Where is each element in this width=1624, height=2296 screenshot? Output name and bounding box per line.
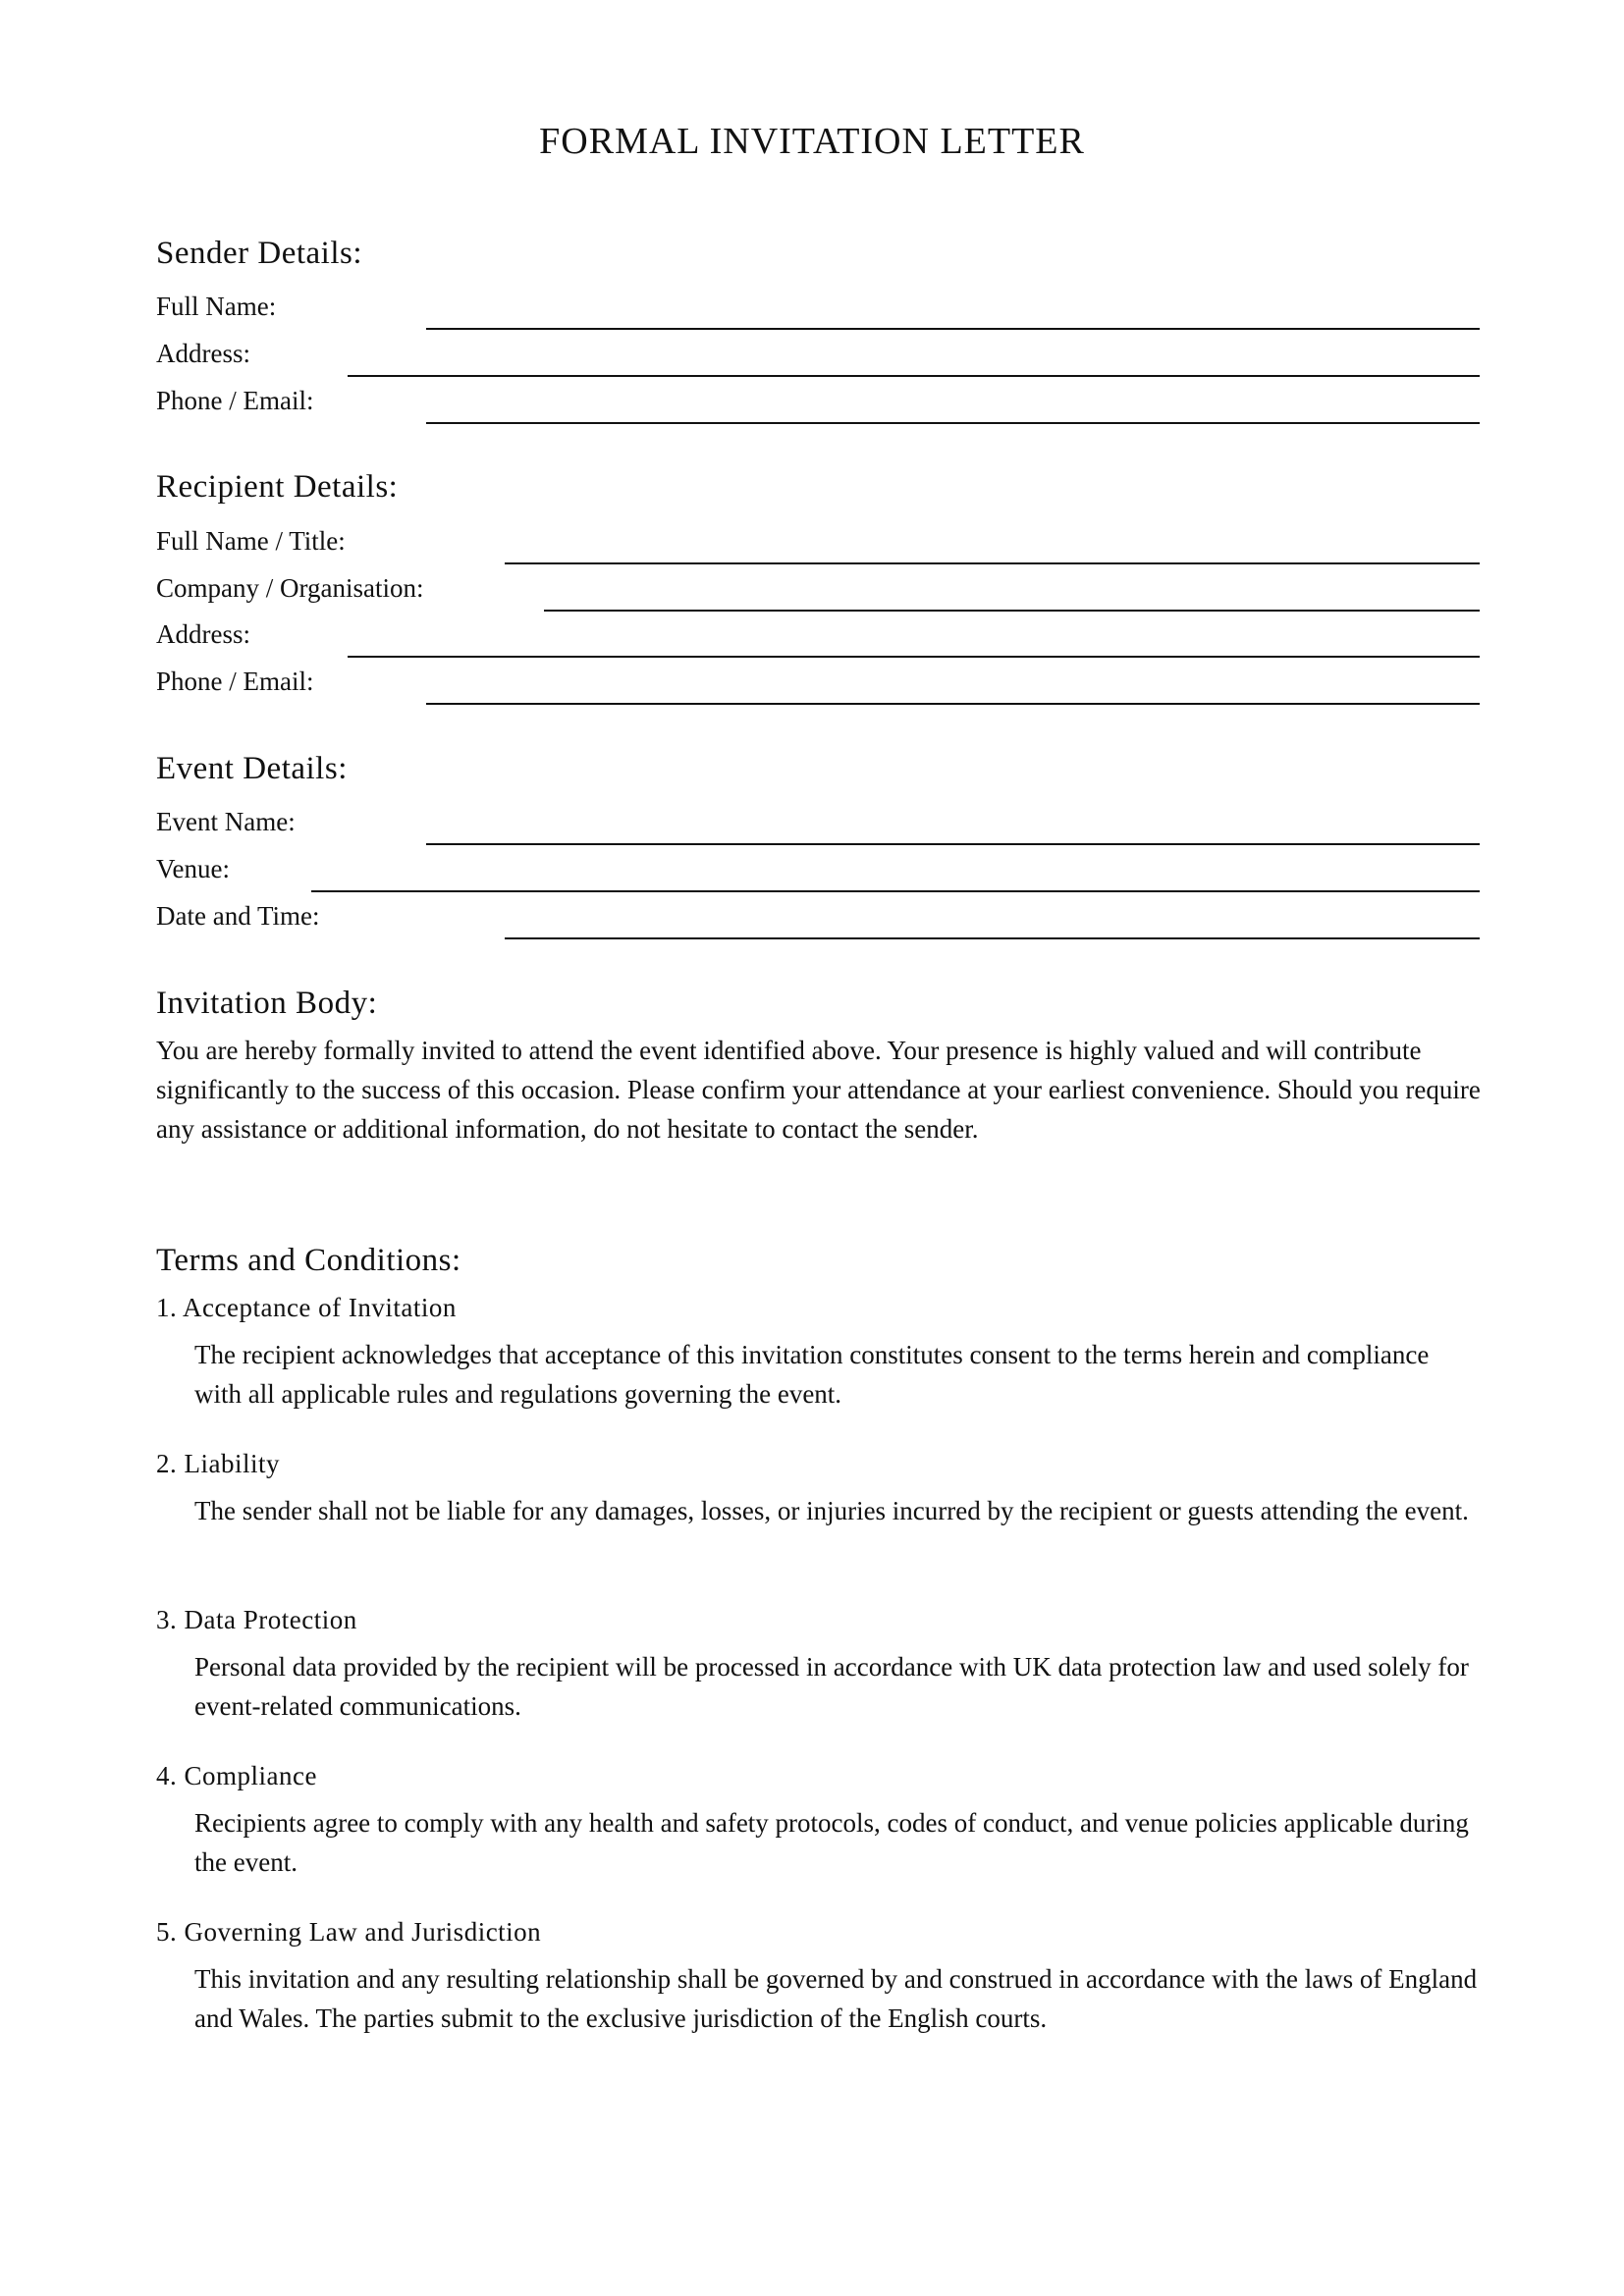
term-body: Personal data provided by the recipient will be processed in accordance with UK data protection law and used solely for event-related communications. [194,1652,1469,1721]
recipient-company-row [156,561,1480,606]
event-venue-row [156,841,1480,886]
term-body: This invitation and any resulting relationship shall be governed by and construed in accordance with the laws of England and Wales. The parties submit to the exclusive jurisdiction of the English courts. [194,1964,1478,2033]
sender-phone-email-field[interactable] [426,422,1480,424]
recipient-phone-email-row [156,654,1480,699]
field-label: Event Name: [156,807,296,836]
recipient-heading: Recipient Details: [156,469,399,505]
term-title: 2. Liability [156,1449,280,1478]
field-label: Address: [156,619,250,649]
field-label: Date and Time: [156,901,320,931]
invitation-body: You are hereby formally invited to attend the event identified above. Your presence is highly valued and will contribute significantly to the success of this occasion. Please confirm your attendance at your earliest convenience. Should you require any assistance or additional information, do not hesitate to contact the sender. [156,1036,1481,1144]
field-label: Address: [156,339,250,368]
sender-address-row [156,326,1480,371]
term-title: 4. Compliance [156,1761,317,1790]
terms-heading: Terms and Conditions: [156,1243,461,1278]
field-label: Phone / Email: [156,667,314,696]
event-name-row [156,794,1480,839]
event-date-time-field[interactable] [505,937,1480,939]
term-body: Recipients agree to comply with any health and safety protocols, codes of conduct, and venue policies applicable during the event. [194,1808,1469,1877]
recipient-address-row [156,607,1480,652]
term-title: 1. Acceptance of Invitation [156,1293,457,1322]
field-label: Company / Organisation: [156,573,424,603]
field-label: Full Name / Title: [156,526,346,556]
page-title: FORMAL INVITATION LETTER [539,121,1085,162]
field-label: Venue: [156,854,230,883]
invitation-heading: Invitation Body: [156,986,378,1021]
term-body: The recipient acknowledges that acceptance of this invitation constitutes consent to the terms herein and compliance with all applicable rules and regulations governing the event. [194,1340,1430,1409]
sender-full-name-row [156,279,1480,324]
term-body: The sender shall not be liable for any damages, losses, or injuries incurred by the recipient or guests attending the event. [194,1496,1469,1525]
sender-phone-email-row [156,373,1480,418]
sender-heading: Sender Details: [156,236,363,271]
recipient-full-name-title-row [156,513,1480,559]
field-label: Phone / Email: [156,386,314,415]
event-heading: Event Details: [156,751,348,786]
term-title: 5. Governing Law and Jurisdiction [156,1917,542,1947]
event-date-time-row [156,888,1480,934]
field-label: Full Name: [156,292,277,321]
term-title: 3. Data Protection [156,1605,357,1634]
recipient-phone-email-field[interactable] [426,703,1480,705]
